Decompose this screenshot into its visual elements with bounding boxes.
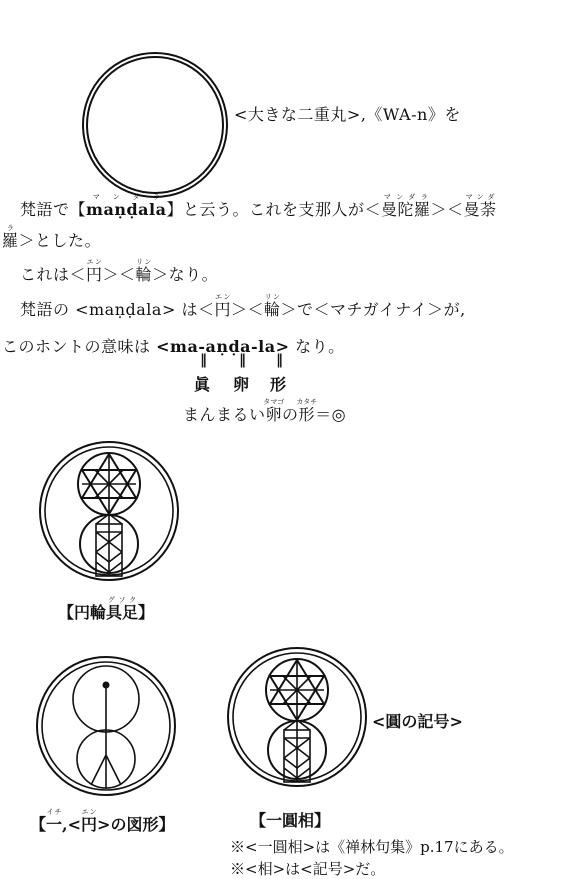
breakdown-kanji-1: 眞 xyxy=(194,375,211,394)
top-label xyxy=(234,102,461,125)
rin-kanji-2: 輪リン xyxy=(263,293,281,319)
paragraph-3: 梵語の <maṇḍala> は＜円エン＞＜輪リン＞で＜マチガイナイ＞が, xyxy=(20,293,466,319)
paragraph-1-cont xyxy=(2,224,101,251)
label-en-kigo: <圓の記号> xyxy=(372,712,463,731)
p1-text-b: 】と云う。これを支那人が＜ xyxy=(166,200,381,219)
p1-text-e: ＞とした。 xyxy=(18,231,102,250)
kigo-word: 記号 xyxy=(312,860,343,878)
gusoku-kanji: 具足グソク xyxy=(106,596,139,622)
outer-circle xyxy=(83,53,227,197)
p1-text-c: ＞＜ xyxy=(430,200,464,219)
breakdown-kanji-3: 形 xyxy=(270,375,287,394)
caption-ichienso: 【一圓相】 xyxy=(250,811,331,830)
ma-anda-la-term: <ma-aṇḍa-la> xyxy=(156,337,290,356)
paragraph-2: これは＜円エン＞＜輪リン＞なり。 xyxy=(20,258,219,284)
breakdown-kanji-2: 卵 xyxy=(233,375,250,394)
caption-enrin-gusoku: 【円輪具足グソク】 xyxy=(58,596,155,622)
mandara-kanji: 曼陀羅マンダラ xyxy=(380,193,431,219)
tamago-kanji: 卵タマゴ xyxy=(263,398,285,424)
kigo-kanji: 記号 xyxy=(417,712,450,731)
inner-circle xyxy=(87,57,223,193)
mandala-word: maṇḍalaマンダラ xyxy=(86,193,167,219)
p1-text-a: 梵語で【 xyxy=(20,200,87,219)
en-kanji-3: 円エン xyxy=(81,808,98,834)
rin-kanji: 輪リン xyxy=(135,258,153,284)
note-1: ※<一圓相>は《禅林句集》p.17にある。 xyxy=(230,838,514,856)
ichi-en-figure xyxy=(35,655,177,797)
equals-mark-2: ‖ xyxy=(239,352,246,368)
equals-mark-3: ‖ xyxy=(276,352,283,368)
en-kanji: 円エン xyxy=(86,258,103,284)
katachi-kanji: 形カタチ xyxy=(296,398,318,424)
note-2: ※<相>は<記号>だ。 xyxy=(230,860,386,878)
equals-mark-1: ‖ xyxy=(200,352,207,368)
manda-kanji: 曼荼マンダ xyxy=(463,193,497,219)
ichienso-figure xyxy=(226,646,368,788)
en-kanji-2: 円エン xyxy=(214,293,231,319)
caption-ichi-en: 【一イチ,<円エン>の図形】 xyxy=(30,808,175,834)
paragraph-5: まんまるい卵タマゴの形カタチ＝◎ xyxy=(183,398,347,424)
paragraph-4: このホントの意味は <ma-aṇḍa-la> なり。 xyxy=(2,337,345,356)
ra-kanji: 羅ラ xyxy=(2,224,19,250)
paragraph-1 xyxy=(20,193,497,220)
enrin-gusoku-figure xyxy=(38,440,180,582)
large-circle-figure xyxy=(80,50,230,200)
top-label-text: <大きな二重丸>,《WA-n》を xyxy=(234,105,461,124)
ichi-kanji: 一イチ xyxy=(46,808,63,834)
